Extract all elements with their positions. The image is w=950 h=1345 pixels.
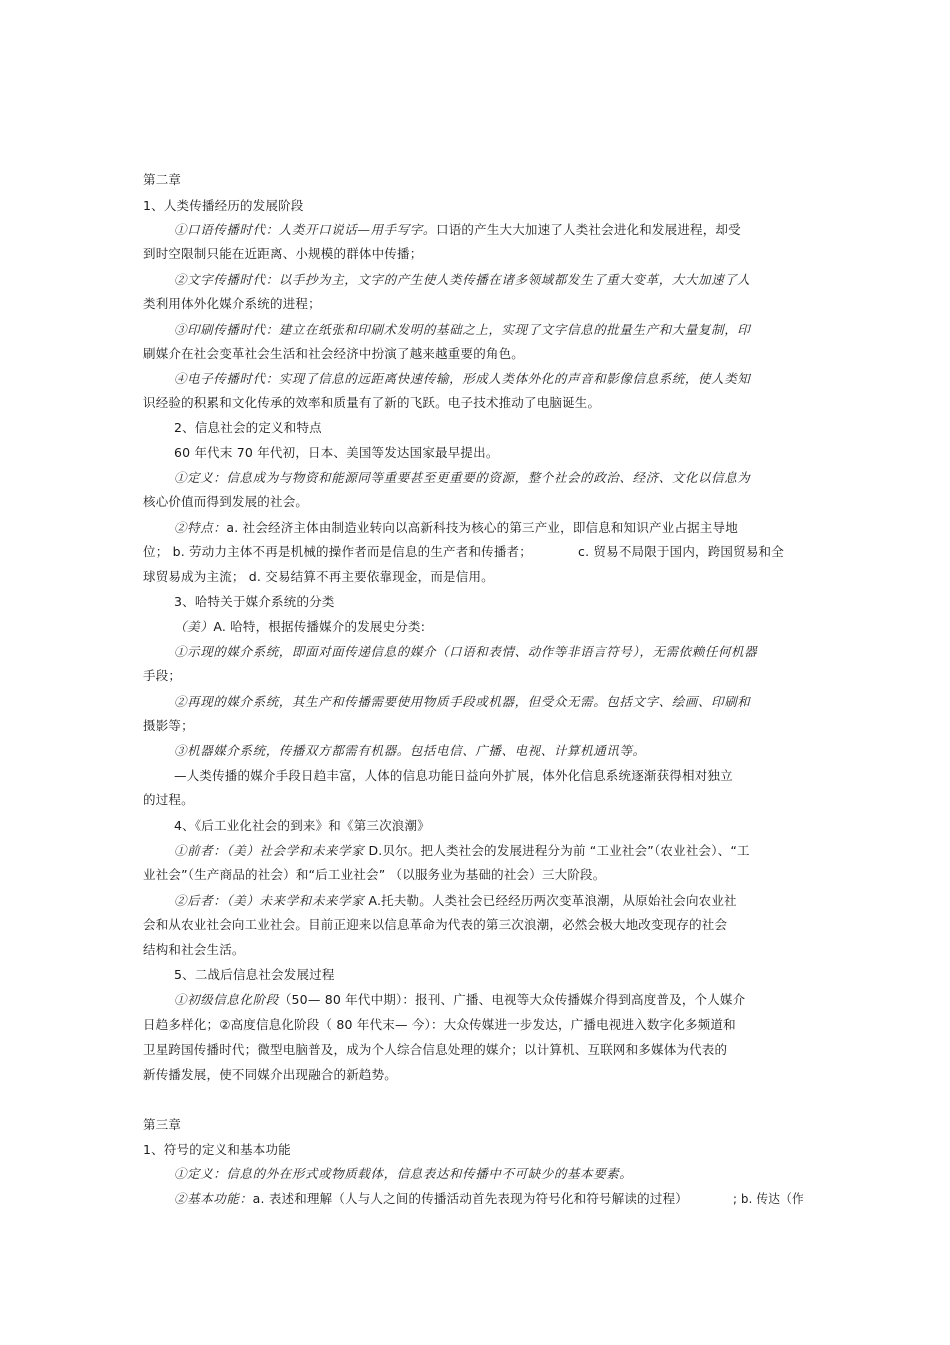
handwritten-text: ①定义：信息成为与物资和能源同等重要甚至更重要的资源，整个社会的政治、经济、文化以信息为 — [174, 470, 751, 485]
handwritten-text: ①定义：信息的外在形式或物质载体，信息表达和传播中不可缺少的基本要素。 — [174, 1166, 633, 1181]
paragraph-line — [174, 743, 646, 759]
paragraph-line: ②特点：a. 社会经济主体由制造业转向以高新科技为核心的第三产业，即信息和知识产业占据主导地 — [174, 520, 738, 535]
paragraph-line: 卫星跨国传播时代；微型电脑普及，成为个人综合信息处理的媒介；以计算机、互联网和多媒体为代表的 — [143, 1042, 728, 1057]
paragraph-line: 识经验的积累和文化传承的效率和质量有了新的飞跃。电子技术推动了电脑诞生。 — [143, 395, 601, 410]
section-heading: 5、二战后信息社会发展过程 — [174, 967, 335, 982]
paragraph-line: 60 年代末 70 年代初，日本、美国等发达国家最早提出。 — [174, 445, 499, 460]
handwritten-text: ②再现的媒介系统，其生产和传播需要使用物质手段或机器，但受众无需。包括文字、绘画、印刷和 — [174, 694, 751, 709]
paragraph-line — [174, 322, 750, 338]
handwritten-text: ②特点： — [174, 520, 227, 535]
paragraph-line: ②后者：（美）未来学和未来学家 A.托夫勒。人类社会已经经历两次变革浪潮，从原始社会向农业社 — [174, 893, 737, 908]
paragraph-line: 到时空限制只能在近距离、小规模的群体中传播； — [143, 246, 423, 261]
handwritten-text: ③印刷传播时代：建立在纸张和印刷术发明的基础之上，实现了文字信息的批量生产和大量复制，印 — [174, 322, 751, 337]
paragraph-line: （美）A. 哈特，根据传播媒介的发展史分类: — [174, 619, 426, 634]
handwritten-text: ②文字传播时代：以手抄为主，文字的产生使人类传播在诸多领域都发生了重大变革，大大加速了人 — [174, 272, 751, 287]
paragraph-line: 会和从农业社会向工业社会。目前正迎来以信息革命为代表的第三次浪潮，必然会极大地改变现存的社会 — [143, 917, 728, 932]
paragraph-line — [174, 644, 757, 660]
paragraph-line: 日趋多样化；②高度信息化阶段（ 80 年代末— 今）：大众传媒进一步发达，广播电视进入数字化多频道和 — [143, 1017, 736, 1032]
paragraph-line — [174, 272, 750, 288]
paragraph-line: 刷媒介在社会变革社会生活和社会经济中扮演了越来越重要的角色。 — [143, 346, 525, 361]
handwritten-text: ②后者：（美）未来学和未来学家 — [174, 893, 365, 908]
paragraph-line: 结构和社会生活。 — [143, 942, 245, 957]
paragraph-line: 的过程。 — [143, 792, 194, 807]
handwritten-text: ①初级信息化阶段 — [174, 992, 279, 1007]
section-heading: 3、哈特关于媒介系统的分类 — [174, 594, 335, 609]
paragraph-line: ; b. 传达（作 — [733, 1191, 804, 1206]
section-heading: 2、信息社会的定义和特点 — [174, 420, 322, 435]
handwritten-text: ④电子传播时代：实现了信息的远距离快速传输，形成人类体外化的声音和影像信息系统，使人类知 — [174, 371, 751, 386]
paragraph-line: ①初级信息化阶段（50— 80 年代中期）：报刊、广播、电视等大众传播媒介得到高度普及，个人媒介 — [174, 992, 746, 1007]
paragraph-line — [174, 1166, 633, 1182]
paragraph-line: —人类传播的媒介手段日趋丰富，人体的信息功能日益向外扩展，体外化信息系统逐渐获得相对独立 — [174, 768, 733, 783]
handwritten-text: ②基本功能： — [174, 1191, 253, 1206]
paragraph-line — [174, 470, 750, 486]
paragraph-line: 手段； — [143, 668, 182, 683]
chapter-2-title: 第二章 — [143, 172, 182, 187]
section-heading: 4、《后工业化社会的到来》和《第三次浪潮》 — [174, 818, 430, 833]
paragraph-line: c. 贸易不局限于国内，跨国贸易和全 — [578, 544, 784, 559]
paragraph-line: 核心价值而得到发展的社会。 — [143, 494, 309, 509]
paragraph-line: 球贸易成为主流； d. 交易结算不再主要依靠现金，而是信用。 — [143, 569, 494, 584]
paragraph-line: 摄影等； — [143, 718, 194, 733]
handwritten-text: ③机器媒介系统，传播双方都需有机器。包括电信、广播、电视、计算机通讯等。 — [174, 743, 646, 758]
section-heading: 1、符号的定义和基本功能 — [143, 1142, 291, 1157]
handwritten-text: ①前者：（美）社会学和未来学家 — [174, 843, 365, 858]
paragraph-line: 类利用体外化媒介系统的进程； — [143, 296, 321, 311]
handwritten-text: ①口语传播时代：人类开口说话—用手写字。 — [174, 222, 437, 237]
paragraph-line: ①口语传播时代：人类开口说话—用手写字。口语的产生大大加速了人类社会进化和发展进程，却受 — [174, 222, 741, 237]
paragraph-line — [174, 694, 750, 710]
paragraph-line — [174, 371, 750, 387]
paragraph-line: 新传播发展，使不同媒介出现融合的新趋势。 — [143, 1067, 398, 1082]
section-heading: 1、人类传播经历的发展阶段 — [143, 198, 304, 213]
paragraph-line: ②基本功能：a. 表述和理解（人与人之间的传播活动首先表现为符号化和符号解读的过程） — [174, 1191, 688, 1206]
paragraph-line: ①前者：（美）社会学和未来学家 D.贝尔。把人类社会的发展进程分为前 “工业社会”（农业社会）、“工 — [174, 843, 750, 858]
paragraph-line: 位； b. 劳动力主体不再是机械的操作者而是信息的生产者和传播者； — [143, 544, 532, 559]
handwritten-text: ①示现的媒介系统，即面对面传递信息的媒介（口语和表情、动作等非语言符号），无需依赖任何机器 — [174, 644, 758, 659]
paragraph-line: 业社会”（生产商品的社会）和“后工业社会” （以服务业为基础的社会）三大阶段。 — [143, 867, 606, 882]
chapter-3-title: 第三章 — [143, 1117, 182, 1132]
handwritten-text: （美） — [174, 619, 214, 634]
